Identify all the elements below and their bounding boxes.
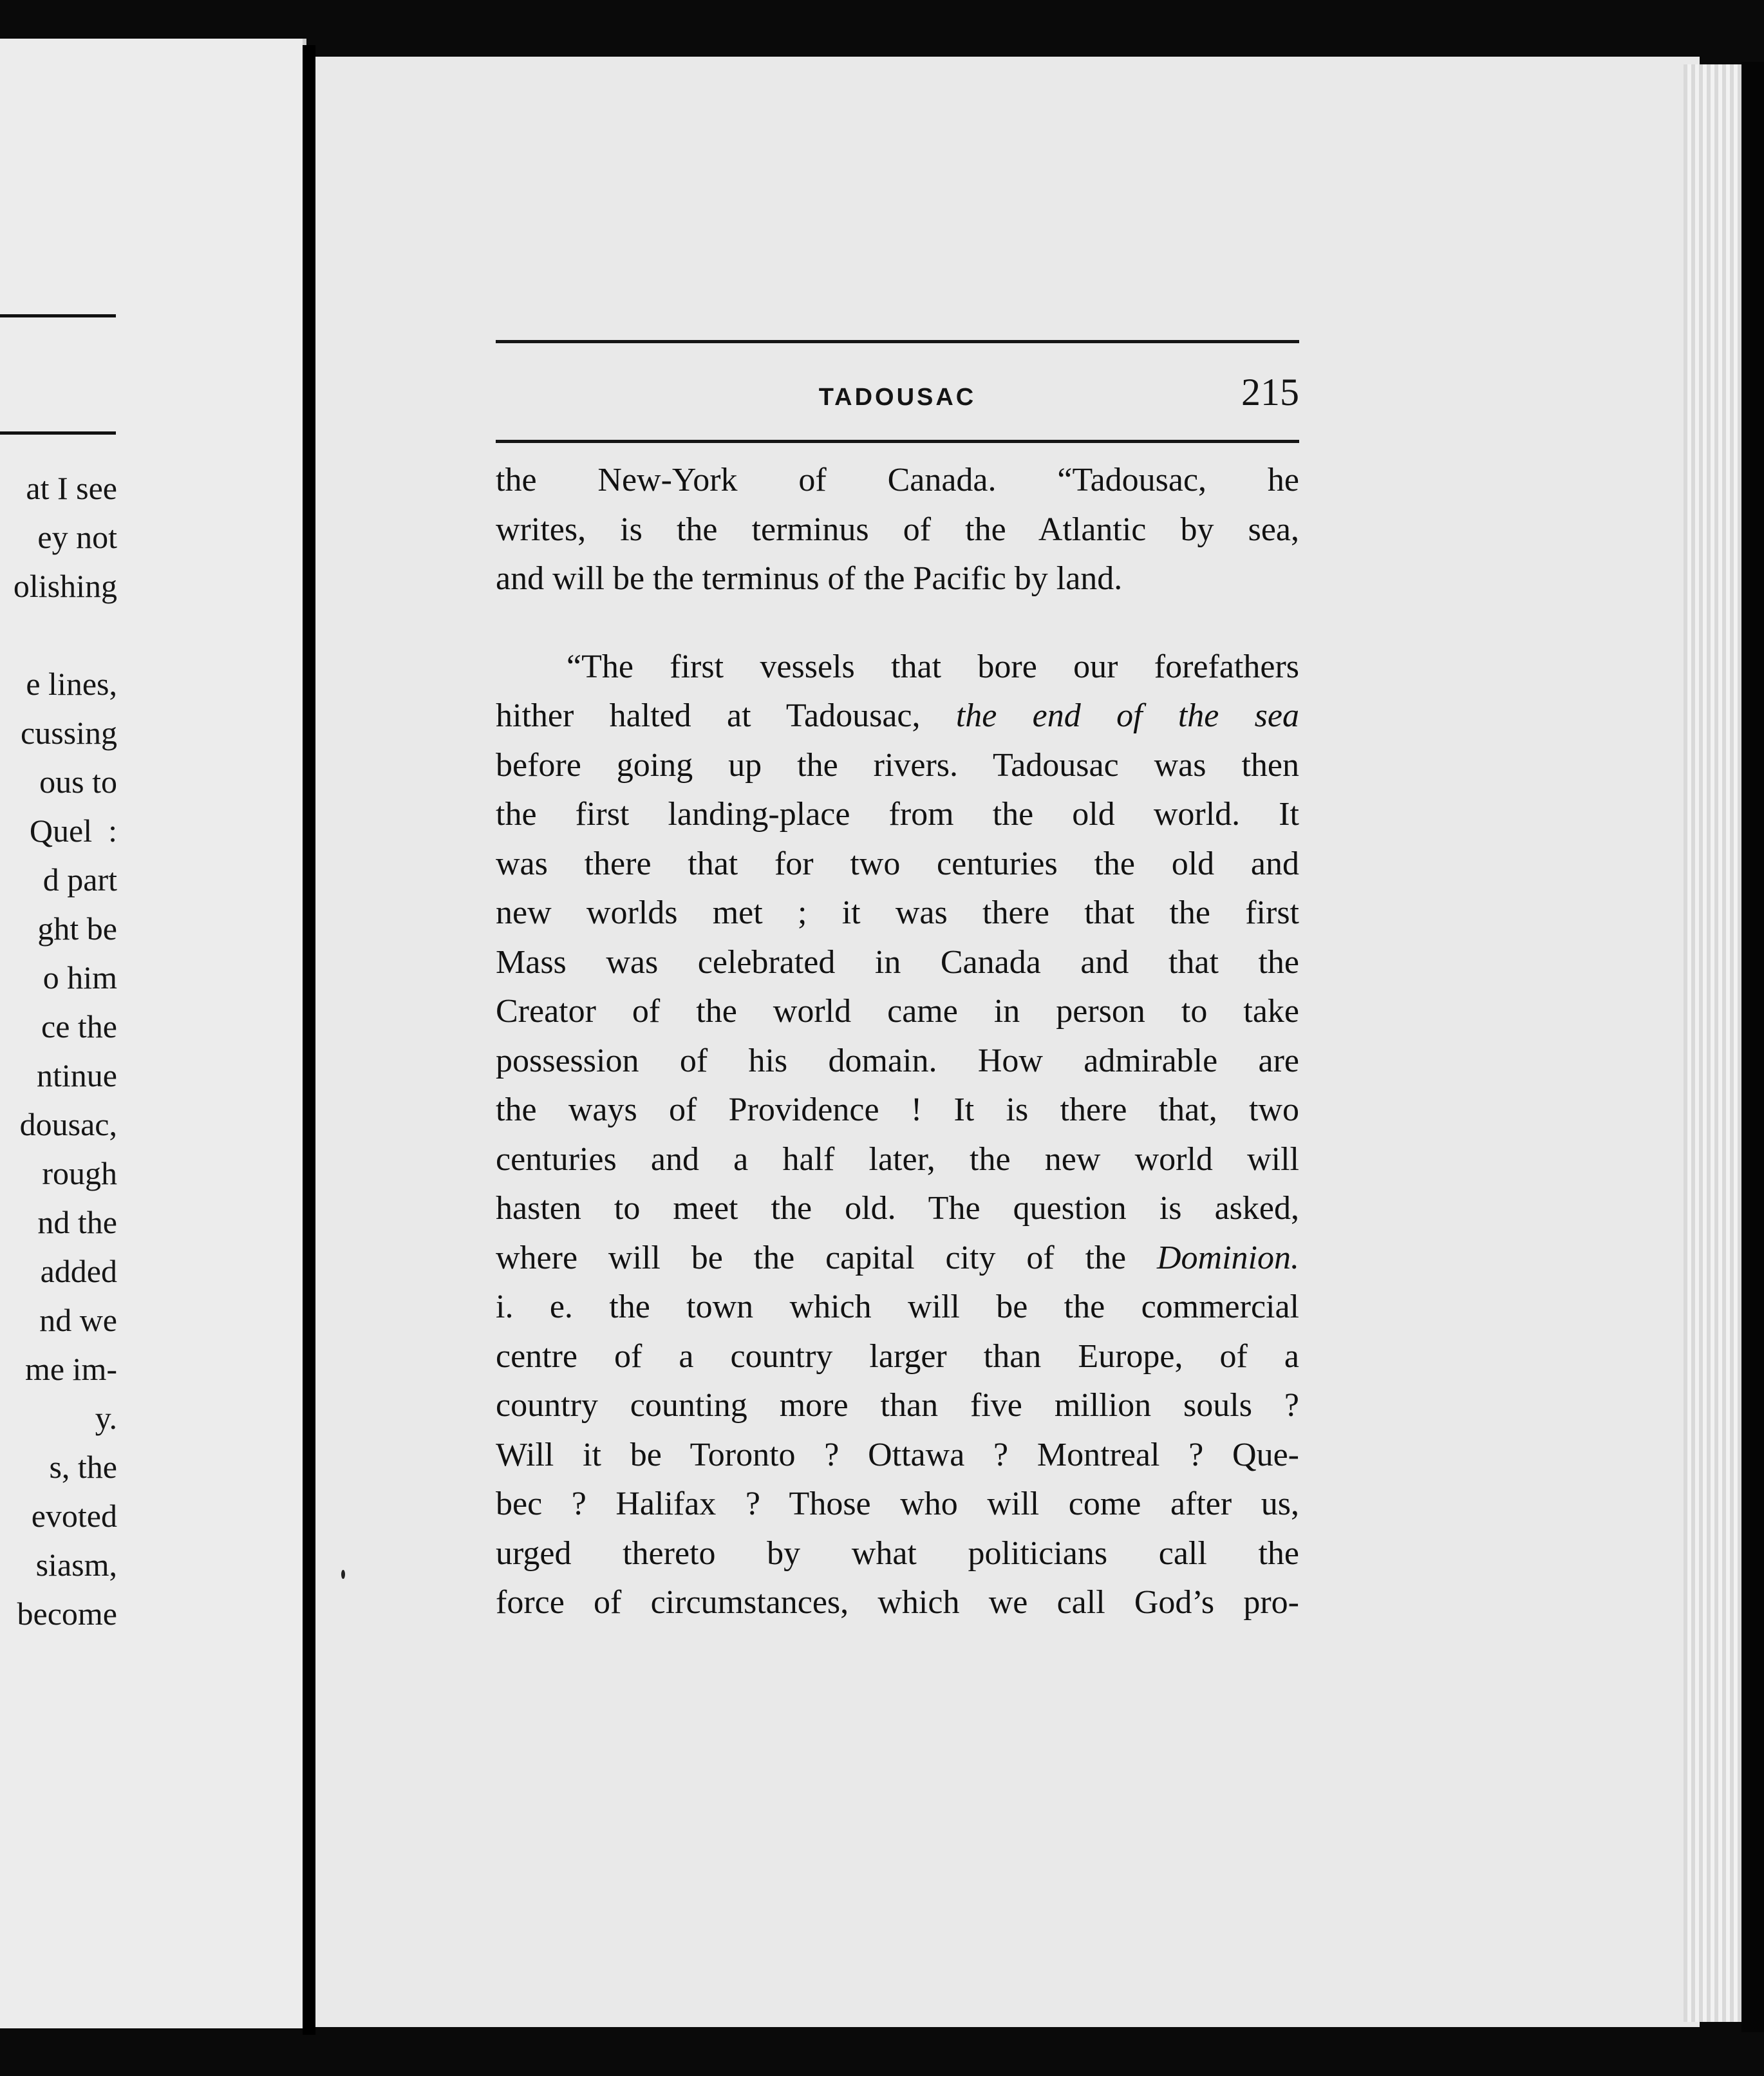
text-line: writes, is the terminus of the Atlantic by sea,: [496, 511, 1299, 548]
text-line: i. e. the town which will be the commercial: [496, 1288, 1299, 1325]
text-line: centuries and a half later, the new world will: [496, 1140, 1299, 1178]
left-line: at I see: [26, 470, 117, 506]
left-line: ous to: [39, 764, 117, 800]
text-line: the ways of Providence ! It is there that, two: [496, 1091, 1299, 1128]
left-line: Quel :: [29, 813, 117, 849]
text-line: Creator of the world came in person to take: [496, 993, 1299, 1030]
italic-text: the end of the sea: [955, 697, 1299, 734]
text-line: Will it be Toronto ? Ottawa ? Montreal ? Que-: [496, 1436, 1299, 1473]
left-line: evoted: [31, 1498, 117, 1534]
text-line: “The first vessels that bore our forefathers: [567, 648, 1299, 685]
left-page: [0, 39, 306, 2028]
text-line: and will be the terminus of the Pacific by land.: [496, 560, 1123, 597]
text-line: country counting more than five million souls ?: [496, 1387, 1299, 1424]
text-line: [496, 1234, 1299, 1283]
body-text: [496, 456, 1299, 1628]
header-rule-bottom: [496, 440, 1299, 443]
left-line: ce the: [41, 1008, 117, 1044]
text-line: new worlds met ; it was there that the first: [496, 894, 1299, 931]
left-line: y.: [95, 1400, 117, 1436]
paragraph-gap: [496, 604, 1299, 643]
book-gutter: [303, 45, 315, 2035]
page-number: 215: [1241, 371, 1299, 413]
running-title: TADOUSAC: [818, 384, 977, 411]
text-run: hither halted at Tadousac,: [496, 697, 956, 734]
left-line: d part: [42, 862, 117, 898]
text-line: the first landing-place from the old world. It: [496, 796, 1299, 833]
left-line: siasm,: [35, 1547, 117, 1583]
left-line: nd the: [37, 1204, 117, 1240]
text-line: urged thereto by what politicians call the: [496, 1534, 1299, 1572]
page-edges: [1684, 64, 1741, 2022]
left-line: dousac,: [19, 1106, 117, 1142]
text-line: force of circumstances, which we call God’s pro-: [496, 1584, 1299, 1621]
text-line: centre of a country larger than Europe, of a: [496, 1337, 1299, 1375]
left-line: ey not: [37, 519, 117, 555]
text-line: before going up the rivers. Tadousac was then: [496, 746, 1299, 784]
text-run: where will be the capital city of the: [496, 1239, 1157, 1276]
italic-text: Dominion.: [1157, 1239, 1299, 1276]
left-line: ntinue: [37, 1057, 117, 1093]
left-line: become: [17, 1596, 117, 1632]
right-page: [315, 57, 1700, 2027]
left-line: me im-: [24, 1351, 117, 1387]
left-line: o him: [42, 959, 117, 996]
text-block: [496, 340, 1299, 1628]
text-line: was there that for two centuries the old and: [496, 845, 1299, 882]
scan-speck: [341, 1570, 345, 1579]
left-line: added: [40, 1253, 117, 1289]
scan-border-right: [1741, 62, 1764, 2032]
left-page-rule-bottom: [0, 431, 116, 435]
running-head: [496, 343, 1299, 440]
left-line: olishing: [13, 568, 117, 604]
text-line: [496, 692, 1299, 741]
left-line: cussing: [21, 715, 117, 751]
left-line: e lines,: [26, 666, 117, 702]
left-line: rough: [42, 1155, 117, 1191]
left-line: nd we: [39, 1302, 117, 1338]
left-page-text: [0, 464, 117, 1638]
left-line: [0, 610, 117, 659]
left-page-rule-top: [0, 314, 116, 317]
text-line: Mass was celebrated in Canada and that the: [496, 943, 1299, 981]
text-line: possession of his domain. How admirable are: [496, 1042, 1299, 1079]
left-line: ght be: [37, 911, 117, 947]
text-line: hasten to meet the old. The question is asked,: [496, 1190, 1299, 1227]
left-line: s, the: [49, 1449, 117, 1485]
text-line: the New-York of Canada. “Tadousac, he: [496, 462, 1299, 498]
text-line: bec ? Halifax ? Those who will come after us,: [496, 1486, 1299, 1522]
